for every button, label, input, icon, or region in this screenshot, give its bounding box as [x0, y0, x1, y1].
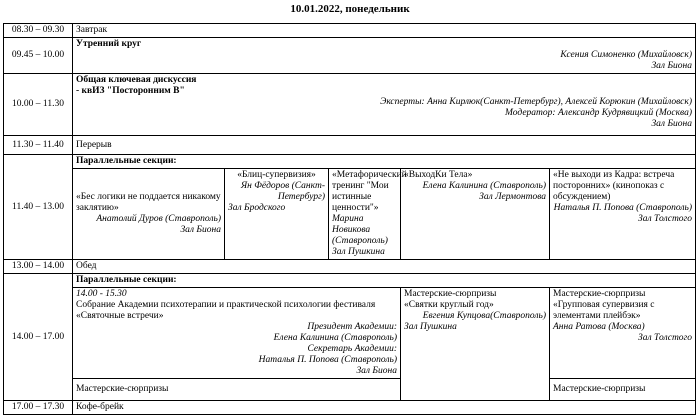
event-name: Кофе-брейк [73, 401, 696, 415]
section-room: Зал Пушкина [332, 247, 385, 257]
section-cell [329, 169, 407, 260]
row-coffee [4, 401, 696, 415]
surprise-cell: Мастерские-сюрпризы [73, 379, 401, 401]
schedule-table [3, 23, 696, 415]
time-cell: 14.00 – 17.00 [4, 274, 73, 401]
section-host: Марина Новикова (Ставрополь) [332, 214, 388, 246]
workshop-host: Евгения Купцова(Ставрополь) [422, 311, 546, 321]
event-cell [73, 74, 696, 136]
time-cell: 08.30 – 09.30 [4, 24, 73, 38]
workshop-label: Мастерские-сюрпризы [553, 289, 646, 299]
academy-president-label: Президент Академии: [307, 322, 397, 332]
row-sections2 [4, 288, 696, 379]
section-title: «Блиц-супервизия» [237, 170, 316, 180]
academy-president: Елена Калинина (Ставрополь) [273, 333, 397, 343]
section-cell [225, 169, 329, 260]
row-sections2-header [4, 274, 696, 288]
workshop-label: Мастерские-сюрпризы [404, 289, 497, 299]
event-moderator: Модератор: Александр Кудрявицкий (Москва) [505, 108, 693, 118]
academy-title: Собрание Академии психотерапии и практической психологии фестиваля «Святочные встречи» [76, 300, 376, 321]
section-title: «Не выходи из Кадра: встреча посторонних» (кинопоказ с обсуждением) [553, 170, 675, 202]
sections-header: Параллельные секции: [73, 155, 696, 169]
sections-header: Параллельные секции: [73, 274, 696, 288]
time-cell: 13.00 – 14.00 [4, 260, 73, 274]
workshop-host: Анна Ратова (Москва) [553, 322, 645, 332]
section-cell [550, 169, 696, 260]
workshop-title: «Групповая супервизия с элементами плейбэк» [553, 300, 655, 321]
section-host: Анатолий Дуров (Ставрополь) [96, 214, 221, 224]
academy-secretary: Наталья П. Попова (Ставрополь) [258, 355, 397, 365]
section-cell [401, 169, 550, 260]
surprise-cell: Мастерские-сюрпризы [550, 379, 696, 401]
section-room: Зал Лермонтова [479, 192, 546, 202]
academy-room: Зал Биона [356, 366, 397, 376]
workshop-cell [550, 288, 696, 379]
time-cell: 11.40 – 13.00 [4, 155, 73, 260]
workshop-cell [401, 288, 550, 401]
event-name: Перерыв [73, 136, 696, 155]
section-cell [73, 169, 225, 260]
academy-secretary-label: Секретарь Академии: [307, 344, 397, 354]
event-title: Общая ключевая дискуссия [76, 75, 197, 85]
section-host: Елена Калинина (Ставрополь) [422, 181, 546, 191]
section-room: Зал Бродского [228, 203, 286, 213]
event-cell [73, 38, 696, 74]
event-room: Зал Биона [651, 119, 693, 129]
row-breakfast [4, 24, 696, 38]
time-cell: 10.00 – 11.30 [4, 74, 73, 136]
workshop-room: Зал Пушкина [404, 322, 457, 332]
section-host: Наталья П. Попова (Ставрополь) [553, 203, 693, 213]
row-sections2-surprise [4, 379, 696, 401]
workshop-title: «Святки круглый год» [404, 300, 494, 310]
time-cell: 11.30 – 11.40 [4, 136, 73, 155]
row-lunch [4, 260, 696, 274]
section-host: Ян Фёдоров (Санкт-Петербург) [240, 181, 325, 202]
section-room: Зал Толстого [638, 214, 693, 224]
row-discussion [4, 74, 696, 136]
event-experts: Эксперты: Анна Кирлюк(Санкт-Петербург), Алексей Корюкин (Михайловск) [380, 97, 693, 107]
section-room: Зал Биона [180, 225, 221, 235]
event-name: Завтрак [73, 24, 696, 38]
event-host: Ксения Симоненко (Михайловск) [560, 50, 693, 60]
section-title: «Метафорический тренинг "Мои истинные ценности"» [332, 170, 407, 213]
academy-cell [73, 288, 401, 379]
row-sections1-header [4, 155, 696, 169]
event-name: Обед [73, 260, 696, 274]
time-cell: 17.00 – 17.30 [4, 401, 73, 415]
row-morning-circle [4, 38, 696, 74]
time-cell: 09.45 – 10.00 [4, 38, 73, 74]
row-sections1 [4, 169, 696, 260]
section-title: «ВыходКи Тела» [404, 170, 473, 180]
event-room: Зал Биона [651, 61, 693, 71]
section-title: «Бес логики не поддается никакому заклятию» [76, 192, 221, 213]
page-title: 10.01.2022, понедельник [290, 3, 410, 15]
event-subtitle: - квИЗ "Посторонним В" [76, 86, 185, 96]
event-name: Утренний круг [76, 39, 142, 49]
workshop-room: Зал Толстого [638, 333, 693, 343]
academy-time: 14.00 - 15.30 [76, 289, 127, 299]
row-break [4, 136, 696, 155]
